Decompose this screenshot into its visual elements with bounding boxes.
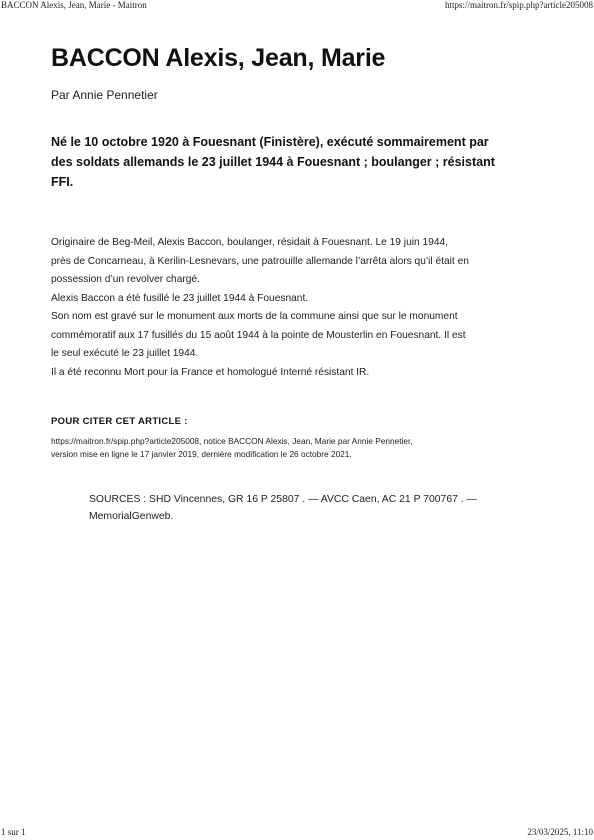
print-header-title: BACCON Alexis, Jean, Marie - Maitron: [1, 0, 147, 10]
body-line: commémoratif aux 17 fusillés du 15 août 1944 à la pointe de Mousterlin en Fouesnant. Il est: [51, 329, 466, 341]
body-line: près de Concarneau, à Kerilin-Lesnevars, une patrouille allemande l’arrêta alors qu’il était en: [51, 255, 469, 267]
print-timestamp: 23/03/2025, 11:10: [527, 827, 593, 837]
page-count: 1 sur 1: [1, 827, 26, 837]
body-line: Son nom est gravé sur le monument aux morts de la commune ainsi que sur le monument: [51, 311, 458, 322]
sources-line: SOURCES : SHD Vincennes, GR 16 P 25807 . — AVCC Caen, AC 21 P 700767 . —: [89, 494, 477, 505]
article-title: BACCON Alexis, Jean, Marie: [51, 44, 386, 72]
body-line: Il a été reconnu Mort pour la France et homologué Interné résistant IR.: [51, 366, 370, 378]
print-header-url: https://maitron.fr/spip.php?article205008: [445, 0, 593, 10]
body-line: Originaire de Beg-Meil, Alexis Baccon, boulanger, résidait à Fouesnant. Le 19 juin 1944,: [51, 237, 448, 248]
citation-line: version mise en ligne le 17 janvier 2019, dernière modification le 26 octobre 2021.: [51, 449, 352, 459]
article-lead: [51, 132, 551, 192]
lead-line: Né le 10 octobre 1920 à Fouesnant (Finistère), exécuté sommairement par: [51, 135, 489, 149]
body-line: le seul exécuté le 23 juillet 1944.: [51, 348, 199, 359]
sources-line: MemorialGenweb.: [89, 511, 174, 522]
print-header: [0, 0, 594, 12]
citation-label: POUR CITER CET ARTICLE :: [51, 416, 188, 427]
body-line: possession d’un revolver chargé.: [51, 274, 200, 285]
citation-line: https://maitron.fr/spip.php?article205008, notice BACCON Alexis, Jean, Marie par Annie Pennetier,: [51, 436, 413, 446]
sources-block: [89, 491, 559, 525]
article-body: [51, 234, 551, 382]
print-footer: [0, 827, 594, 839]
lead-line: des soldats allemands le 23 juillet 1944 à Fouesnant ; boulanger ; résistant: [51, 155, 495, 169]
lead-line: FFI.: [51, 175, 74, 189]
article-byline: Par Annie Pennetier: [51, 88, 158, 102]
body-line: Alexis Baccon a été fusillé le 23 juillet 1944 à Fouesnant.: [51, 292, 309, 304]
citation-text: [51, 435, 551, 461]
